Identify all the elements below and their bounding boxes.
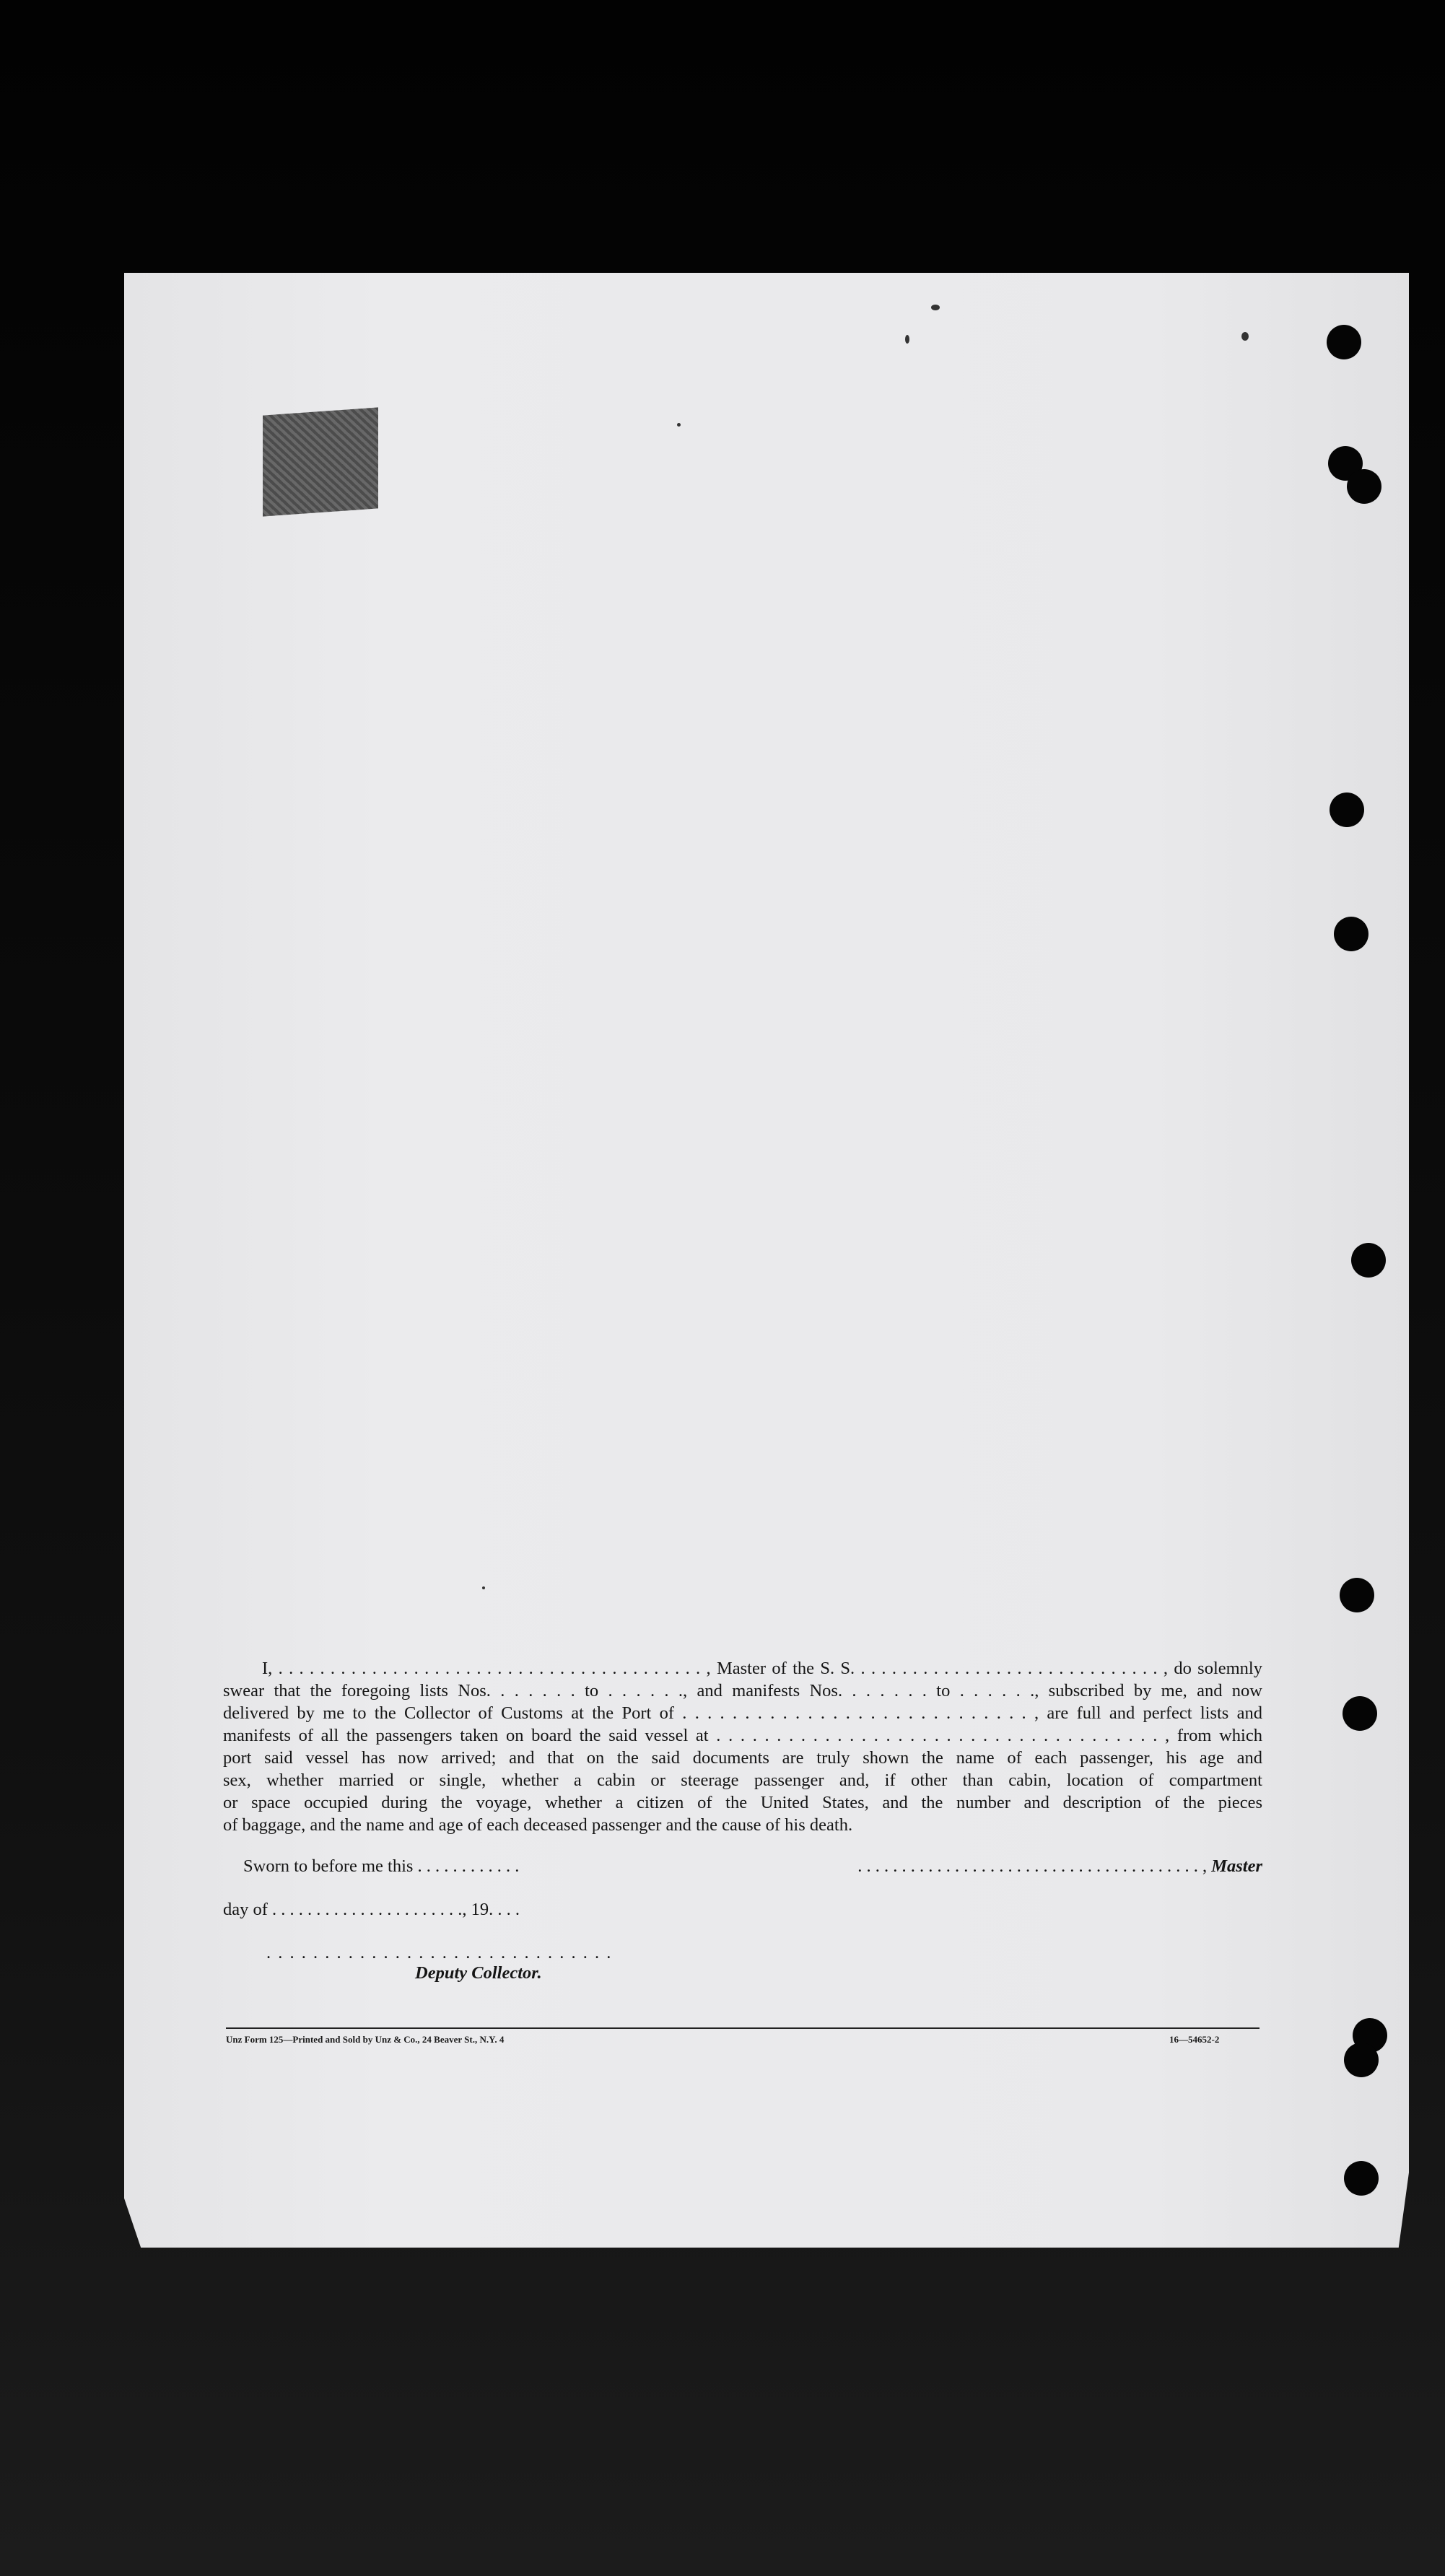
punch-hole xyxy=(1344,2043,1379,2077)
oath-line: port said vessel has now arrived; and that on the said documents are truly shown the name of each passenger, his age and xyxy=(223,1748,1262,1768)
punch-hole xyxy=(1334,917,1368,951)
deputy-collector-label: Deputy Collector. xyxy=(415,1963,542,1983)
oath-line: manifests of all the passengers taken on board the said vessel at . . . . . . . . . . . . . . . . . . . . . . . . . . . . . . . . . . . . . , from which xyxy=(223,1726,1262,1745)
master-signature-field xyxy=(857,1856,1262,1877)
punch-hole xyxy=(1330,793,1364,827)
oath-line: sex, whether married or single, whether a cabin or steerage passenger and, if other than cabin, location of compartment xyxy=(223,1771,1262,1790)
form-code: 16—54652-2 xyxy=(1169,2034,1220,2045)
master-label: Master xyxy=(1211,1856,1262,1876)
oath-line: of baggage, and the name and age of each deceased passenger and the cause of his death. xyxy=(223,1815,853,1835)
printer-imprint: Unz Form 125—Printed and Sold by Unz & Co., 24 Beaver St., N.Y. 4 xyxy=(226,2034,505,2045)
punch-hole xyxy=(1340,1578,1374,1612)
oath-line: or space occupied during the voyage, whether a citizen of the United States, and the number and description of the pieces xyxy=(223,1793,1262,1812)
oath-line: I, . . . . . . . . . . . . . . . . . . . . . . . . . . . . . . . . . . . . . . . . . , Master of the S. S. . . . . . . . . . . . . . . . . . . . . . . . . . . . . . , do solemnly xyxy=(262,1659,1262,1678)
oath-paragraph xyxy=(223,1657,1262,1836)
day-field: day of . . . . . . . . . . . . . . . . . . . . . ., 19. . . . xyxy=(223,1900,520,1919)
sworn-date-field: Sworn to before me this . . . . . . . . . . . . xyxy=(243,1856,520,1876)
punch-hole xyxy=(1347,469,1381,504)
ink-speck xyxy=(931,305,940,310)
punch-hole xyxy=(1343,1696,1377,1731)
oath-line: delivered by me to the Collector of Customs at the Port of . . . . . . . . . . . . . . . . . . . . . . . . . . . . , are full and perfect lists and xyxy=(223,1703,1262,1723)
punch-hole xyxy=(1344,2161,1379,2196)
oath-line: swear that the foregoing lists Nos. . . . . . . to . . . . . ., and manifests Nos. . . . . . . to . . . . . ., subscribed by me, and now xyxy=(223,1681,1262,1700)
ink-speck xyxy=(677,423,681,427)
punch-hole xyxy=(1351,1243,1386,1278)
master-signature-dots: . . . . . . . . . . . . . . . . . . . . . . . . . . . . . . . . . . . . . . . , xyxy=(857,1856,1208,1876)
stamp-mark xyxy=(263,407,378,516)
ink-speck xyxy=(482,1586,485,1589)
deputy-signature-dots: . . . . . . . . . . . . . . . . . . . . . . . . . . . . . . xyxy=(266,1943,613,1962)
footer-divider xyxy=(226,2027,1260,2029)
ink-speck xyxy=(1241,332,1249,341)
ink-speck xyxy=(905,335,909,344)
punch-hole xyxy=(1327,325,1361,359)
